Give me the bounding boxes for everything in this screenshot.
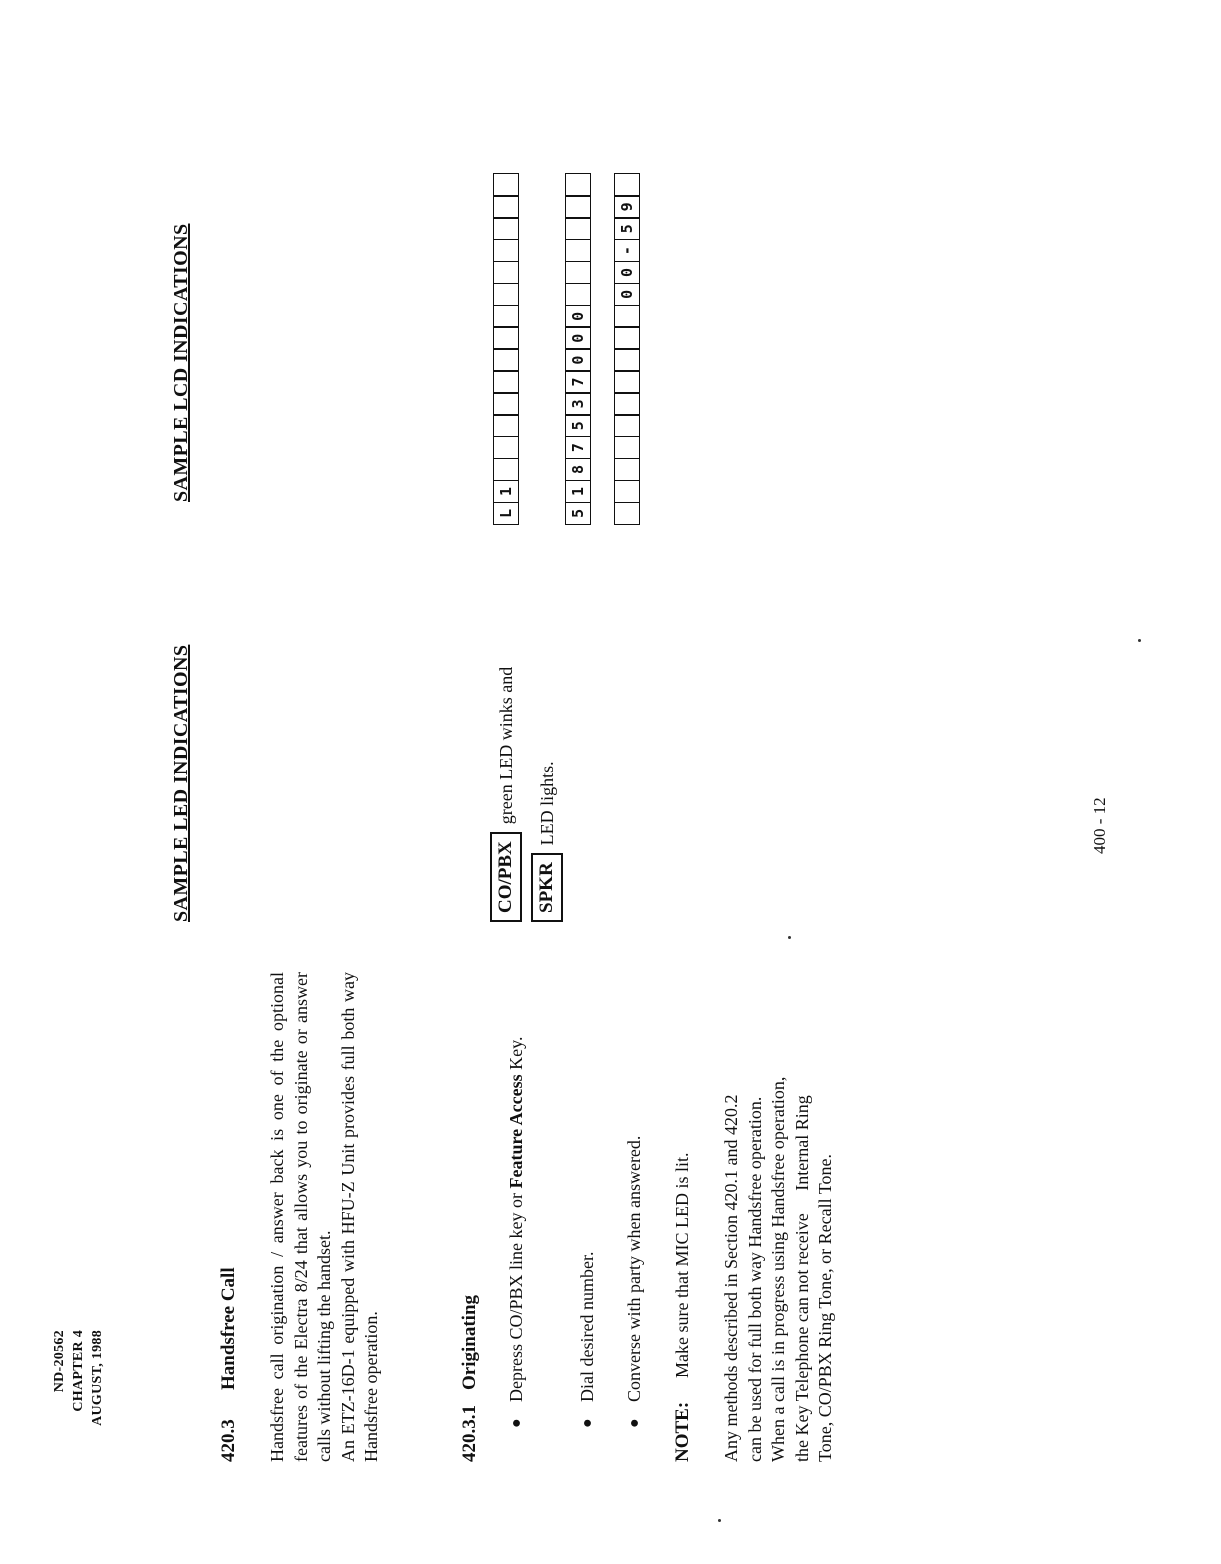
lcd-cell: L bbox=[493, 502, 519, 525]
lcd-cell: 8 bbox=[565, 458, 591, 481]
lcd-cell bbox=[614, 414, 640, 437]
lcd-cell bbox=[614, 502, 640, 525]
lcd-cell bbox=[493, 195, 519, 218]
lcd-cell: - bbox=[614, 239, 640, 262]
bullet-dot-icon: ● bbox=[579, 1418, 596, 1428]
lcd-cell: 7 bbox=[565, 370, 591, 393]
lcd-cell: 9 bbox=[614, 195, 640, 218]
lcd-cell: 5 bbox=[565, 414, 591, 437]
lcd-cell bbox=[493, 173, 519, 196]
lcd-cell bbox=[493, 348, 519, 371]
lcd-cell bbox=[614, 348, 640, 371]
lcd-cell: 0 bbox=[565, 305, 591, 328]
lcd-cell bbox=[493, 326, 519, 349]
lcd-cell bbox=[565, 217, 591, 240]
lcd-cell: 0 bbox=[614, 261, 640, 284]
lcd-cell bbox=[614, 173, 640, 196]
lcd-cell: 3 bbox=[565, 392, 591, 415]
lcd-cell bbox=[614, 436, 640, 459]
step-item-3 bbox=[623, 972, 647, 1428]
lcd-cell bbox=[614, 392, 640, 415]
step-1-bold-text: Feature Access bbox=[506, 1074, 526, 1189]
lcd-cell bbox=[493, 239, 519, 262]
subsection-title-text: Originating bbox=[459, 1294, 480, 1390]
step-3-text: Converse with party when answered. bbox=[624, 1135, 644, 1402]
lcd-cell bbox=[614, 305, 640, 328]
lcd-cell bbox=[493, 370, 519, 393]
section-title bbox=[218, 1267, 240, 1462]
led-indication-co-pbx bbox=[490, 667, 522, 922]
lcd-cell bbox=[614, 458, 640, 481]
lcd-cell bbox=[493, 283, 519, 306]
note-label: NOTE: bbox=[672, 1401, 693, 1462]
lcd-display-row-2 bbox=[565, 175, 591, 525]
scan-speck bbox=[788, 936, 791, 939]
lcd-cell: 7 bbox=[565, 436, 591, 459]
lcd-cell: 0 bbox=[614, 283, 640, 306]
bullet-dot-icon: ● bbox=[508, 1418, 525, 1428]
spkr-key-label: SPKR bbox=[531, 853, 563, 922]
lcd-cell: 1 bbox=[493, 480, 519, 503]
bullet-dot-icon: ● bbox=[626, 1418, 643, 1428]
lcd-cell bbox=[565, 239, 591, 262]
step-item-2 bbox=[576, 972, 600, 1428]
note-closing-line-3: When a call is in progress using Handsfree operation, bbox=[768, 1076, 788, 1462]
chapter-label: CHAPTER 4 bbox=[71, 1330, 86, 1412]
lcd-cell: 1 bbox=[565, 480, 591, 503]
scan-speck bbox=[1138, 639, 1141, 642]
lcd-cell bbox=[565, 173, 591, 196]
subsection-number: 420.3.1 bbox=[459, 1405, 480, 1462]
note-closing-line-4: the Key Telephone can not receive Internal Ring bbox=[791, 1095, 812, 1462]
lcd-cell bbox=[565, 195, 591, 218]
lcd-cell bbox=[493, 458, 519, 481]
lcd-cell bbox=[565, 261, 591, 284]
lcd-cell: 5 bbox=[614, 217, 640, 240]
co-pbx-key-label: CO/PBX bbox=[490, 832, 522, 922]
section-title-text: Handsfree Call bbox=[218, 1267, 239, 1390]
note-closing-line-5: Tone, CO/PBX Ring Tone, or Recall Tone. bbox=[815, 1153, 835, 1462]
lcd-cell bbox=[493, 392, 519, 415]
lcd-cell bbox=[493, 217, 519, 240]
lcd-cell bbox=[493, 436, 519, 459]
note-closing-paragraph bbox=[720, 967, 838, 1462]
lcd-cell bbox=[493, 305, 519, 328]
lcd-cell: 5 bbox=[565, 502, 591, 525]
page-number: 400 - 12 bbox=[1090, 797, 1109, 854]
lcd-cell bbox=[614, 370, 640, 393]
section-paragraph-1: Handsfree call origination / answer back is one of the optional features of the Electra 8/24 that allows you to originate or answer calls without lifting the handset. bbox=[267, 972, 334, 1462]
co-pbx-led-text: green LED winks and bbox=[495, 666, 516, 825]
lcd-display-row-1 bbox=[493, 175, 519, 525]
lcd-display-row-3 bbox=[614, 175, 640, 525]
led-column-heading: SAMPLE LED INDICATIONS bbox=[170, 644, 192, 922]
lcd-cell: 0 bbox=[565, 348, 591, 371]
doc-date: AUGUST, 1988 bbox=[90, 1330, 105, 1426]
lcd-column-heading: SAMPLE LCD INDICATIONS bbox=[170, 223, 192, 502]
subsection-title bbox=[459, 1295, 481, 1462]
section-number: 420.3 bbox=[218, 1419, 239, 1462]
note-text: Make sure that MIC LED is lit. bbox=[672, 1152, 692, 1378]
section-paragraph-2: An ETZ-16D-1 equipped with HFU-Z Unit provides full both way Handsfree operation. bbox=[337, 972, 381, 1462]
led-indication-spkr bbox=[531, 761, 563, 922]
spkr-led-text: LED lights. bbox=[536, 761, 557, 846]
note-closing-line-2: can be used for full both way Handsfree operation. bbox=[744, 1096, 765, 1462]
doc-number: ND-20562 bbox=[52, 1330, 67, 1393]
section-body bbox=[266, 972, 384, 1462]
lcd-cell bbox=[614, 326, 640, 349]
note-line bbox=[672, 1153, 694, 1462]
step-2-text: Dial desired number. bbox=[577, 1251, 597, 1402]
lcd-cell: 0 bbox=[565, 326, 591, 349]
scan-speck bbox=[718, 1519, 721, 1522]
step-item-1 bbox=[505, 972, 529, 1428]
lcd-cell bbox=[493, 414, 519, 437]
step-1-tail: Key. bbox=[506, 1036, 526, 1075]
lcd-cell bbox=[614, 480, 640, 503]
note-closing-line-1: Any methods described in Section 420.1 and 420.2 bbox=[721, 1094, 741, 1462]
lcd-cell bbox=[565, 283, 591, 306]
step-1-text: Depress CO/PBX line key or bbox=[506, 1188, 526, 1402]
document-header bbox=[50, 1330, 107, 1426]
lcd-cell bbox=[493, 261, 519, 284]
